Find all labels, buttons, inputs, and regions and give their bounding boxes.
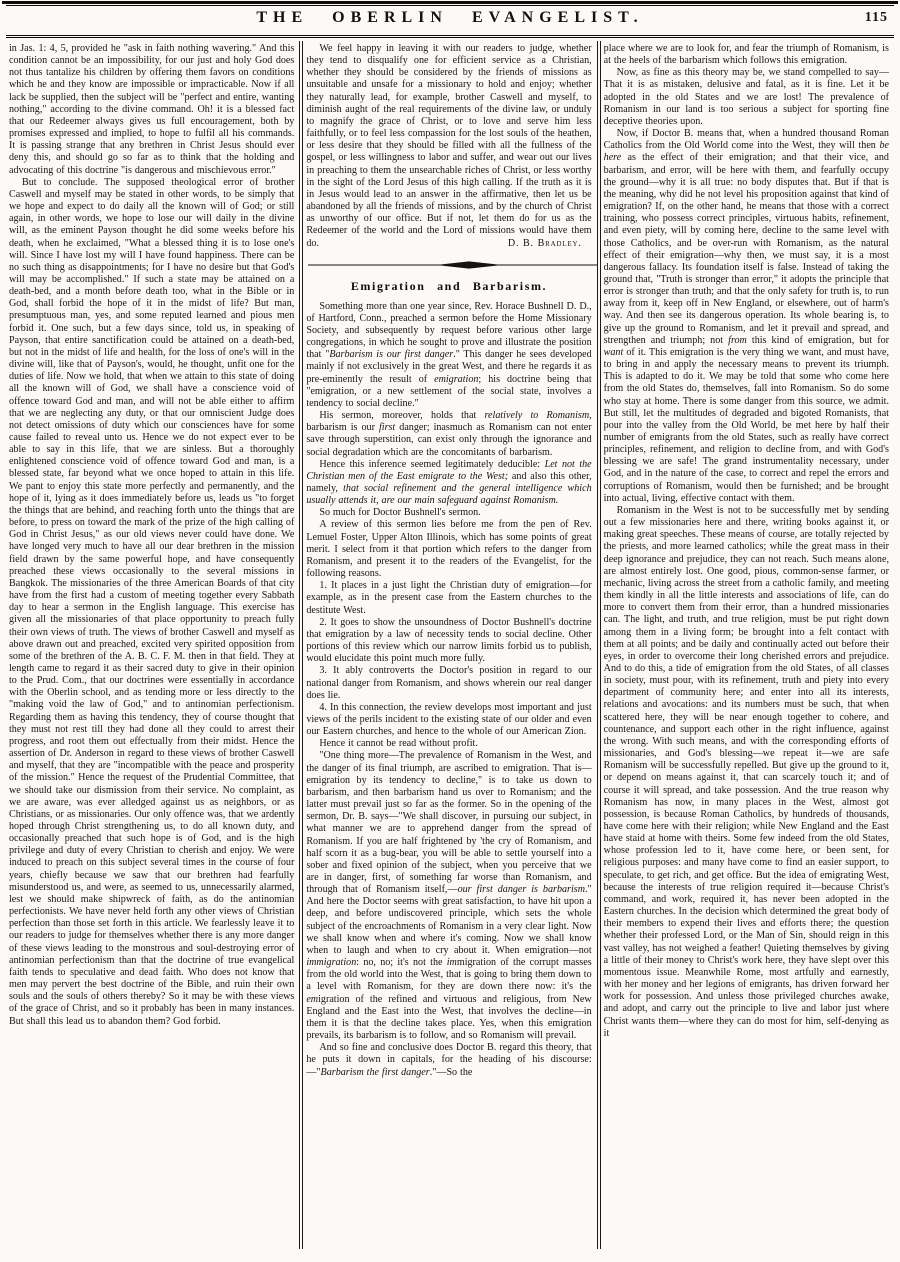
top-rule-thin: [6, 5, 894, 6]
paragraph: "One thing more—The prevalence of Romanism in the West, and the danger of its final triumph, are ascribed to emigration. That is—emigration by its tendency to decline," is to take us down to barbarism, and then barbarism hand us over to Romanism; and the latter must prevail just so far as the former. So in the opening of the sermon, Dr. B. says—"We shall discover, in pursuing our subject, in what manner we are to apprehend danger from the spread of Romanism. If you are half frightened by 'the cry of Romanism, and half scorn it as a bug-bear, you will be able to settle yourself into a sober and fixed opinion of the subject, when you perceive that we are in danger, first, of something far worse than Romanism, and through that of Romanism itself,—our first danger is barbarism." And here the Doctor seems with great satisfaction, to have hit upon a deep, and before undiscovered principle, which sets the whole subject of the encroachments of Romanism in a very clear light. Now we shall know when and where it's coming. Now we shall know when to laugh and when to cry about it. When emigration—not immigration: no, no; it's not the immigration of the corrupt masses from the old world into the West, that is going to bring them down to a level with Romanism, for they are down there now: it's the emigration of the refined and virtuous and religious, from New England and the East into the West, that involves the decline—in them it is that the decline takes place. Yes, when this emigration prevails, its barbarism is to follow, and so Romanism will prevail.: [306, 750, 592, 1042]
paragraph: Something more than one year since, Rev. Horace Bushnell D. D., of Hartford, Conn., preached a sermon before the Home Missionary Society, and subsequently by request before various other large congregations, in which he sought to prove and illustrate the position that "Barbarism is our first danger." This danger he sees developed mainly if not exclusively in the great West, and there he regards it as pre-eminently the result of emigration; his doctrine being that "emigration, or a new settlement of the social state, involves a tendency to social decline.": [306, 300, 592, 409]
author-signature: D. B. Bradley.: [507, 237, 582, 249]
paragraph: Now, if Doctor B. means that, when a hundred thousand Roman Catholics from the Old World come into the West, they will then be here as the effect of their emigration; and that their vice, and barbarism, and error, will be here with them, and fearfully occupy the ground—why it is all true: no body disputes that. But if that is the meaning, why did he not level his proposition against that kind of emigration? If, on the other hand, he means that those with a correct training, who possess correct principles, virtuous habits, refinement, and even piety, will by coming here, decline to the same level with those Catholics, and be over-run with Romanism, as the natural effect of their emigration—why then, we must say, it is a most dangerous fallacy. Its foundation itself is false. Instead of taking the ground that, "Truth is stronger than error," it adopts the principle that error is stronger than truth; and that the only safety for truth is, to run away from it, keep off in New England, or elsewhere, out of harm's way. And then see its dangerous operation. Its whole bearing is, to give up the ground to Romanism, and let it prevail and spread, and strengthen and triumph; not from this kind of emigration, but for want of it. This emigration is the very thing we want, and must have, to bring in and apply the necessary means to prevent its triumph. This is adapted to do it. We may be told that some who come here from the old States do, themselves, fall into Romanism. So do some who stay at home. There is some danger from this source, we admit. But still, let the multitudes of degraded and bigoted Romanists, that pour into the valley from the Old World, be met here by half their number of emigrants from the old States, such as really have correct principles, refinement, and religion to decline from, and with God's blessing we are safe! The grand instrumentality necessary, under God, and in the nature of the case, to correct and repel the errors and corruptions of Romanism, would then be furnished; and be brought into actual, living, effective contact with them.: [603, 128, 889, 504]
header-rules: [0, 35, 900, 38]
column-2: [303, 41, 596, 1249]
paragraph: 2. It goes to show the unsoundness of Doctor Bushnell's doctrine that emigration by a law of necessity tends to social decline. Other portions of this review which our narrow limits forbid us to publish, would elucidate this point much more fully.: [306, 616, 592, 665]
columns-container: [6, 41, 894, 1249]
paragraph: We feel happy in leaving it with our readers to judge, whether they tend to disqualify one for efficient service as a Christian, whether they should be considered by the friends of missions as unsuitable and unsafe for a missionary to hold and enjoy; whether they naturally lead, for example, brother Caswell and myself, to diminish aught of the real requirements of the divine law, or unduly to magnify the grace of Christ, or to love and serve him less faithfully, or to feel less compassion for the lost souls of the heathen, or less desire that they should be filled with all the fullness of the gospel, or less willingness to labor and suffer, and wear out our lives in preaching to them the unsearchable riches of Christ, or less worthy in the sight of the Lord Jesus of this high calling. If the truth as it is in Jesus would lead to an answer in the affirmative, then let us be abandoned by all the friends of missions, and by the church of Christ as unworthy of our office. But if not, let them do for us as the Redeemer of the world and the Lord of missions would have them do. D. B. Bradley.: [306, 43, 592, 249]
paragraph: And so fine and conclusive does Doctor B. regard this theory, that he puts it down in capitals, for the heading of his discourse:—"Barbarism the first danger."—So the: [306, 1042, 592, 1078]
column-1: [6, 41, 299, 1249]
divider-ornament: [306, 260, 591, 270]
page-title: THE OBERLIN EVANGELIST.: [256, 9, 644, 26]
masthead: [10, 7, 890, 33]
paragraph: in Jas. 1: 4, 5, provided he "ask in faith nothing wavering." And this condition cannot be an impossibility, for our just and holy God does not thus tantalize his children by offering them favors on conditions which he and they know are impossible or impracticable. Now if all lack be supplied, then the subject will be "perfect and entire, wanting nothing," according to the divine command. Oh! it is a blessed fact that our Redeemer always gives us full encouragement, both by promises expressed and implied, to hope to fulfil all his commands. It is passing strange that any brethren in Christ Jesus should ever deny this, and should go so far as to think that the holding and advocating of this doctrine "is dangerous and mischievous error.": [9, 43, 295, 176]
article-heading: Emigration and Barbarism.: [350, 278, 548, 293]
paragraph: A review of this sermon lies before me from the pen of Rev. Lemuel Foster, Upper Alton Illinois, which has some points of great merit. I select from it that portion which refers to the danger from Romanism, and present it to the readers of the Evangelist, for the following reasons.: [306, 519, 592, 580]
paragraph: 4. In this connection, the review develops most important and just views of the perils incident to the existing state of our older and even our Eastern churches, and hence to the whole of our American Zion.: [306, 701, 592, 738]
paragraph: place where we are to look for, and fear the triumph of Romanism, is at the heels of the barbarism which follows this emigration.: [603, 43, 889, 67]
paragraph: So much for Doctor Bushnell's sermon.: [319, 507, 481, 519]
top-rule-thick: [2, 1, 898, 4]
paragraph: 3. It ably controverts the Doctor's position in regard to our national danger from Romanism, and shows wherein our real danger does lie.: [306, 665, 592, 701]
paragraph: Hence it cannot be read without profit.: [319, 738, 478, 750]
paragraph: But to conclude. The supposed theological error of brother Caswell and myself may be stated in other words, to be simply that we hope and expect to do daily all the known will of God; or still again, in other words, we hope to lose our will daily in the divine will, as the eminent Payson thought he did some weeks before his death, when he exclaimed, "What a blessed thing it is to lose one's will. Since I have lost my will I have found happiness. There can be no such thing as disappointments; for I have no desire but that God's will may be accomplished." If such a state may be attained on a death-bed, and a month before death too, what in the Bible or in God, shall forbid the hope of it in the midst of life? But man, presumptuous man, yes, and some reputed learned and pious men forbid it. One such, but a few days since, told us, in speaking of Payson, that entire sanctification could be attained on a death-bed, but not in the midst of life and health, for the loss of one's will in the divine will, like that of Payson's, would, he thought, unfit one for the duties of life. Now we hold, that when we attain to this state of doing all the known will of God, we shall have a conscience void of offence toward God and man, and will not be able either to affirm that we are neglecting any duty, or that our omniscient Judge does not detect omissions of duty which our consciences have for some cause failed to reveal unto us. Hence we do not expect ever to be able to say in this life, that we are sinless. But a thoroughly enlightened conscience void of offence toward God and man, is a blessed state, far beyond what we once hoped to attain in this life. We pant to enjoy this state more perfectly and permanently, and the hope of it, lying as it does immediately before us, leads us "to forget the things that are behind, and reaching forth unto the things that are before, to press on toward the mark of the prize of the high calling of God in Christ Jesus," as our old views never could have done. We have longed very much to have all our dear brethren in the mission field drawn by the same powerful hope, and have consequently preached these views occasionally to the several missions in Bangkok. The missionaries of the three American Boards of that city have from the first had a custom of meeting together every Sabbath day to hear a sermon in the English language. This exercise has given all the missionaries of that place opportunity to preach fully their own views of truth. The views of brother Caswell and myself as above drawn out and preached, excited very spirited opposition from some of the brethren of the A. B. C. F. M. then in that field. They at length came to regard it as their sacred duty to give in their opinion to the Prud. Com., that our doctrines were essentially in accordance with the Oberlin school, and as tending more or less directly to the "making void the law of God," and to antinomian perfectionism. Regarding them as having this tendency, they of course thought that they must not rest till they had done all they could to arrest their progress, and root them out effectually from their midst. Hence the assertion of Dr. Anderson in regard to these views of brother Caswell and myself, that they are "incompatible with the peace and prosperity of the mission." Hence the request of the Prudential Committee, that we should take our dismission from their service. No complaint, as we are aware, was ever alledged against us as neighbors, or as Christians, or as missionaries. Our only offence was, that we ardently hoped through Christ strengthening us, to do all known duty, and occasionally preached that such hope is of God, and is the high privilege and duty of every Christian to cherish and enjoy. We were induced to preach on this subject several times in the course of four years, chiefly because we saw that our brethren had fearfully misunderstood us, and were, as seemed to us, unnecessarily alarmed, lest we should make shipwreck of faith, as do the antinomian perfectionists. We have never held forth any other views of Christian perfection than those set forth in this article. We fearlessly leave it to our readers to judge for themselves whether there is any more danger of these views leading to the monstrous and soul-destroying error of antinomian perfectionism than that the doctrine of true evangelical faith tends to speculative and dead faith. Who does not know that men may pervert the best doctrine of the Bible, and ruin their own souls and the souls of others thereby? So it may be with these views of the grace of Christ, and so it probably has been in many instances. But shall this lead us to abandon them? God forbid.: [9, 176, 295, 1027]
paragraph: 1. It places in a just light the Christian duty of emigration—for example, as in the present case from the Eastern churches to the destitute West.: [306, 580, 592, 616]
page-number: 115: [864, 10, 888, 25]
header-rule-1: [6, 35, 894, 36]
header-rule-2: [6, 37, 894, 38]
paragraph: His sermon, moreover, holds that relatively to Romanism, barbarism is our first danger; inasmuch as Romanism can not enter save through superstition, can exist only through the ignorance and social degradation which are the concomitants of barbarism.: [306, 410, 592, 458]
paragraph: Hence this inference seemed legitimately deducible: Let not the Christian men of the East emigrate to the West; and also this other, namely, that social refinement and the general intelligence which usually attends it, are our main safeguard against Romanism.: [306, 458, 592, 507]
column-3: [601, 41, 894, 1249]
paragraph: Romanism in the West is not to be successfully met by sending out a few missionaries here and there, writing books against it, or making great speeches. These means of course, are totally rejected by the priests, and more learned catholics; while the great mass in their deep ignorance and prejudice, they can not reach. Such means alone, are almost entirely lost. One good, pious, common-sense farmer, or mechanic, living across the street from a catholic family, and meeting them kindly in all the little interests and associations of life, can do more to convert them from their error, than a hundred missionaries can. The light, and truth, and true religion, must be put right down among them in a living form; be brought into a felt contact with them at all points; and be daily and continually acted out before their eyes, in order to overcome their long cherished errors and prejudice. And to do this, a tide of emigration from the old States, of all classes in society, must pour, with its refinement, truth and piety into every department of community here; and enter into all its interests, relations and avocations: and its numbers must be such, that when scattered here, they will be near enough together to cohere, and countenance, and support each other in the right influence, against the wrong. With such means, and with the corresponding efforts of missionaries, and God's blessing—we repeat it—we are safe Romanism will be successfully repelled. But give up the ground to it, or depend on means against it, that can scarcely touch it; and of course it will spread, and take possession. And the true reason why Romanism has now, in many places in the West, almost got possession, is because Roman Catholics, by hundreds of thousands, have come here with their religion; while New England and the East have staid at home with theirs. Some few indeed from the old States, whose profession led to it, have come here, or been sent, for religious purposes: and many have come to find an easier support, to speculate, to get rich, and get office. But the idea of emigrating West, because the interests of true religion required it—because Christ's command, and work, required it, has never been adopted in the Eastern churches. In the decision which determined the great body of their members to expend their lives and efforts there; the question whether their professed Lord, or the Man of Sin, should reign in this vast valley, has not weighed a feather! Quieting themselves by giving a little of their money to Christ's work here, they have slept over this momentous issue. Meanwhile Rome, most artfully and earnestly, with her money and her legions of emigrants, has driven forward her work for possession. And unless those privileged churches awake, and adopt, and carry out the principle to live and labor just where Christ wants them—where they can do most for him, self-denying as it: [603, 504, 889, 1039]
paragraph: Now, as fine as this theory may be, we stand compelled to say—That it is as mistaken, delusive and fatal, as it is fine. Let it be adopted in the old States and we are lost! The prevalence of Romanism in our land is too serious a subject for sporting fine deceptive theories upon.: [603, 67, 889, 127]
